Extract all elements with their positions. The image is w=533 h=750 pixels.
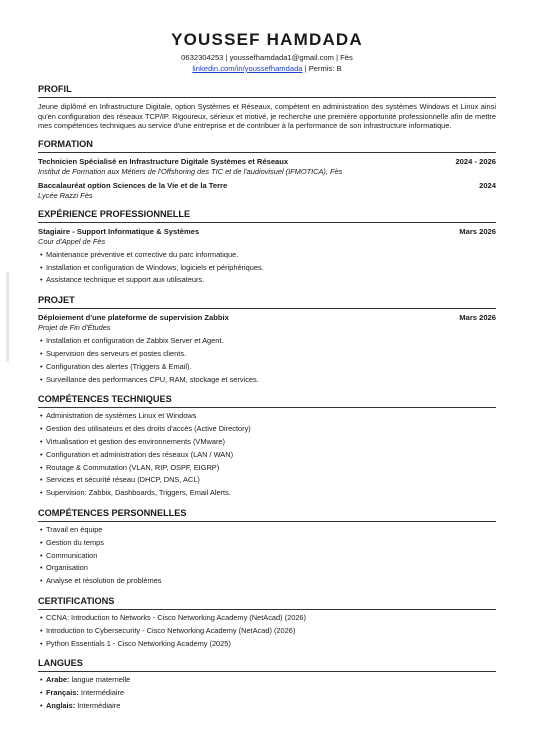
language-level: langue maternelle: [69, 675, 131, 685]
scrollbar[interactable]: [6, 272, 9, 362]
language-level: Intermédiaire: [78, 688, 125, 698]
list-item: [38, 700, 496, 713]
language-label: Anglais:: [46, 700, 76, 710]
list-item: • Supervision des serveurs et postes clients.: [38, 348, 496, 361]
section-title-projet: PROJET: [38, 295, 496, 309]
list-item: • Installation et configuration de Windows, logiciels et périphériques.: [38, 262, 496, 275]
section-title-langues: LANGUES: [38, 658, 496, 672]
language-label: Arabe:: [46, 675, 70, 685]
list-item: • Analyse et résolution de problèmes: [38, 575, 496, 588]
list-item: • Communication: [38, 550, 496, 563]
experience-entry: [38, 227, 496, 287]
section-title-formation: FORMATION: [38, 139, 496, 153]
list-item: • Services et sécurité réseau (DHCP, DNS, ACL): [38, 474, 496, 487]
list-item: • Routage & Commutation (VLAN, RIP, OSPF, EIGRP): [38, 462, 496, 475]
certifications-list: [38, 612, 496, 650]
contact-line: 0632304253 | youssefhamdada1@gmail.com | Fès: [181, 53, 353, 62]
list-item: • Administration de systèmes Linux et Windows: [38, 410, 496, 423]
experience-org: Cour d'Appel de Fès: [38, 236, 106, 246]
section-title-competences-techniques: COMPÉTENCES TECHNIQUES: [38, 394, 496, 408]
formation-entry: [38, 157, 496, 177]
formation-entry: [38, 181, 496, 201]
profil-text: Jeune diplômé en Infrastructure Digitale, option Systèmes et Réseaux, compétent en administration des systèmes Windows et Linux ainsi qu'en configuration des réseaux TCP/IP. Rigoureux, sérieux et motivé, je recherche une première opportunité professionnelle afin de mettre mes compétences techniques au service d'une entreprise et de contribuer à la performance de son infrastructure informatique.: [38, 102, 496, 131]
experience-date: Mars 2026: [459, 226, 496, 236]
list-item: • CCNA: Introduction to Networks - Cisco Networking Academy (NetAcad) (2026): [38, 612, 496, 625]
list-item: • Organisation: [38, 562, 496, 575]
projet-sub: Projet de Fin d'Études: [38, 323, 111, 333]
list-item: • Introduction to Cybersecurity - Cisco Networking Academy (NetAcad) (2026): [38, 625, 496, 638]
list-item: [38, 674, 496, 687]
list-item: • Gestion des utilisateurs et des droits d'accès (Active Directory): [38, 423, 496, 436]
list-item: • Configuration des alertes (Triggers & Email).: [38, 361, 496, 374]
language-level: Intermédiaire: [75, 700, 121, 710]
experience-list: [38, 249, 496, 287]
competences-personnelles-list: [38, 524, 496, 588]
formation-title: Technicien Spécialisé en Infrastructure Digitale Systèmes et Réseaux: [38, 156, 289, 166]
section-title-competences-personnelles: COMPÉTENCES PERSONNELLES: [38, 508, 496, 522]
list-item: • Surveillance des performances CPU, RAM, stockage et services.: [38, 374, 496, 387]
permis-text: | Permis: B: [302, 64, 342, 73]
list-item: • Maintenance préventive et corrective du parc informatique.: [38, 249, 496, 262]
list-item: • Installation et configuration de Zabbix Server et Agent.: [38, 335, 496, 348]
formation-date: 2024: [479, 180, 496, 190]
projet-list: [38, 335, 496, 386]
formation-institution: Lycée Razzi Fès: [38, 190, 93, 200]
experience-role: Stagiaire - Support Informatique & Systèmes: [38, 226, 200, 236]
formation-title: Baccalauréat option Sciences de la Vie et de la Terre: [38, 180, 228, 190]
contact-block: [38, 52, 496, 74]
list-item: • Gestion du temps: [38, 537, 496, 550]
competences-techniques-list: [38, 410, 496, 500]
formation-institution: Institut de Formation aux Métiers de l'Offshoring des TIC et de l'audiovisuel (IFMOTICA), Fès: [38, 166, 343, 176]
list-item: • Travail en équipe: [38, 524, 496, 537]
language-label: Français:: [46, 688, 79, 698]
section-title-experience: EXPÉRIENCE PROFESSIONNELLE: [38, 209, 496, 223]
candidate-name: YOUSSEF HAMDADA: [171, 30, 363, 49]
linkedin-link[interactable]: linkedin.com/in/youssefhamdada: [192, 64, 303, 73]
projet-name: Déploiement d'une plateforme de supervision Zabbix: [38, 313, 229, 323]
contact-line-2: [38, 63, 496, 74]
section-title-certifications: CERTIFICATIONS: [38, 596, 496, 610]
resume-page: [38, 30, 496, 713]
projet-entry: [38, 313, 496, 386]
formation-date: 2024 - 2026: [455, 156, 496, 166]
section-title-profil: PROFIL: [38, 84, 496, 98]
langues-list: [38, 674, 496, 712]
list-item: • Virtualisation et gestion des environnements (VMware): [38, 436, 496, 449]
projet-date: Mars 2026: [459, 313, 496, 323]
list-item: [38, 687, 496, 700]
list-item: • Assistance technique et support aux utilisateurs.: [38, 274, 496, 287]
list-item: • Configuration et administration des réseaux (LAN / WAN): [38, 449, 496, 462]
list-item: • Supervision: Zabbix, Dashboards, Triggers, Email Alerts.: [38, 487, 496, 500]
list-item: • Python Essentials 1 - Cisco Networking Academy (2025): [38, 638, 496, 651]
